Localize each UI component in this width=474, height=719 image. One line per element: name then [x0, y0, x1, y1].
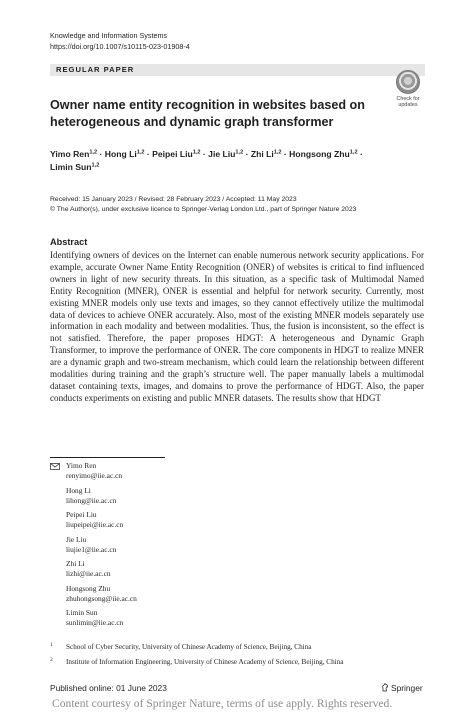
affiliation-text: School of Cyber Security, University of Chinese Academy of Science, Beijing, China: [66, 643, 312, 651]
check-for-updates-text: Check for updates: [396, 96, 420, 108]
contact-name: Hongsong Zhu: [66, 584, 111, 593]
author-separator: ·: [243, 149, 251, 159]
published-date: Published online: 01 June 2023: [50, 683, 167, 693]
contact-name: Hong Li: [66, 486, 91, 495]
article-type-label: REGULAR PAPER: [56, 65, 135, 74]
author-name: Hongsong Zhu: [289, 149, 350, 159]
copyright-notice: © The Author(s), under exclusive licence to Springer-Verlag London Ltd., part of Springer Nature 2023: [50, 206, 357, 213]
author-separator: ·: [357, 149, 363, 159]
author-affiliation-marker: 1,2: [273, 149, 282, 156]
author-name: Limin Sun: [50, 161, 92, 172]
author-separator: ·: [281, 149, 290, 159]
author-affiliation-marker: 1,2: [349, 149, 358, 156]
author-affiliation-marker: 1,2: [89, 149, 98, 156]
footnote-divider: [50, 457, 165, 458]
contact-entry: [66, 461, 122, 480]
abstract-text: Identifying owners of devices on the Internet can enable numerous network security applications. For example, accurate Owner Name Entity Recognition (ONER) of websites is critical to find influenced owners in light of new security threats. In this situation, as a specific task of Multimodal Named Entity Recognition (MNER), ONER is essential and helpful for network security. Currently, most existing MNER models only use texts and images, so they cannot effectively utilize the multimodal data of devices to achieve ONER accurately. Also, most of the existing MNER models separately use information in each modality and between modalities. Thus, the fusion is inconsistent, so the effect is not satisfied. Therefore, the paper proposes HDGT: A heterogeneous and Dynamic Graph Transformer, to improve the performance of ONER. The core components in HDGT to realize MNER are a dynamic graph and two-stream mechanism, which could learn the relationship between different modalities during training and the graph’s structure well. The paper manually labels a multimodal dataset containing texts, images, and domains to prove the performance of HDGT. Also, the paper conducts experiments on existing and public MNER datasets. The results show that HDGT: [50, 250, 424, 403]
contact-name: Limin Sun: [66, 608, 98, 617]
contact-name: Yimo Ren: [66, 461, 97, 470]
contact-email[interactable]: liujie1@iie.ac.cn: [66, 544, 117, 554]
contact-name: Jie Liu: [66, 535, 87, 544]
author-separator: ·: [144, 149, 153, 159]
author-affiliation-marker: 1,2: [91, 162, 100, 168]
contact-name: Zhi Li: [66, 559, 85, 568]
article-type-bar: [50, 64, 425, 76]
author-name: Jie Liu: [208, 149, 236, 159]
author-name: Zhi Li: [250, 149, 274, 159]
affiliation-number: 1: [50, 642, 53, 648]
affiliation-number: 2: [50, 657, 53, 663]
contact-email[interactable]: zhuhongsong@iie.ac.cn: [66, 593, 137, 603]
check-for-updates-icon: [396, 70, 420, 94]
author-list: [50, 148, 430, 173]
abstract-heading: Abstract: [50, 237, 88, 247]
contact-entry: [66, 510, 123, 529]
contact-email[interactable]: renyimo@iie.ac.cn: [66, 470, 123, 480]
contact-entry: [66, 486, 116, 505]
envelope-icon: [50, 463, 60, 470]
contact-email[interactable]: liupeipei@iie.ac.cn: [66, 519, 124, 529]
publisher-name: Springer: [391, 683, 423, 693]
author-affiliation-marker: 1,2: [136, 149, 145, 156]
doi-link[interactable]: https://doi.org/10.1007/s10115-023-01908-4: [50, 42, 190, 51]
author-separator: ·: [200, 149, 209, 159]
contact-entry: [66, 559, 111, 578]
springer-horse-icon: [381, 683, 389, 692]
contact-entry: [66, 608, 123, 627]
article-title: Owner name entity recognition in websites based on heterogeneous and dynamic graph transformer: [50, 98, 365, 129]
check-for-updates-badge[interactable]: [393, 70, 423, 108]
contact-email[interactable]: lihong@iie.ac.cn: [66, 495, 117, 505]
author-affiliation-marker: 1,2: [192, 149, 201, 156]
author-name: Hong Li: [104, 149, 137, 159]
publisher-logo: [381, 683, 423, 694]
journal-name: Knowledge and Information Systems: [50, 31, 168, 40]
author-separator: ·: [97, 149, 105, 159]
contact-entry: [66, 535, 116, 554]
contact-email[interactable]: sunlimin@iie.ac.cn: [66, 617, 124, 627]
author-name: Peipei Liu: [152, 149, 193, 159]
article-dates: Received: 15 January 2023 / Revised: 28 February 2023 / Accepted: 11 May 2023: [50, 196, 297, 203]
author-affiliation-marker: 1,2: [235, 149, 244, 156]
contact-entry: [66, 584, 137, 603]
contact-email[interactable]: lizhi@iie.ac.cn: [66, 568, 111, 578]
author-name: Yimo Ren: [50, 149, 90, 159]
courtesy-watermark: Content courtesy of Springer Nature, terms of use apply. Rights reserved.: [52, 697, 393, 710]
affiliation-text: Institute of Information Engineering, University of Chinese Academy of Science, Beijing, China: [66, 658, 344, 666]
contact-name: Peipei Liu: [66, 510, 97, 519]
